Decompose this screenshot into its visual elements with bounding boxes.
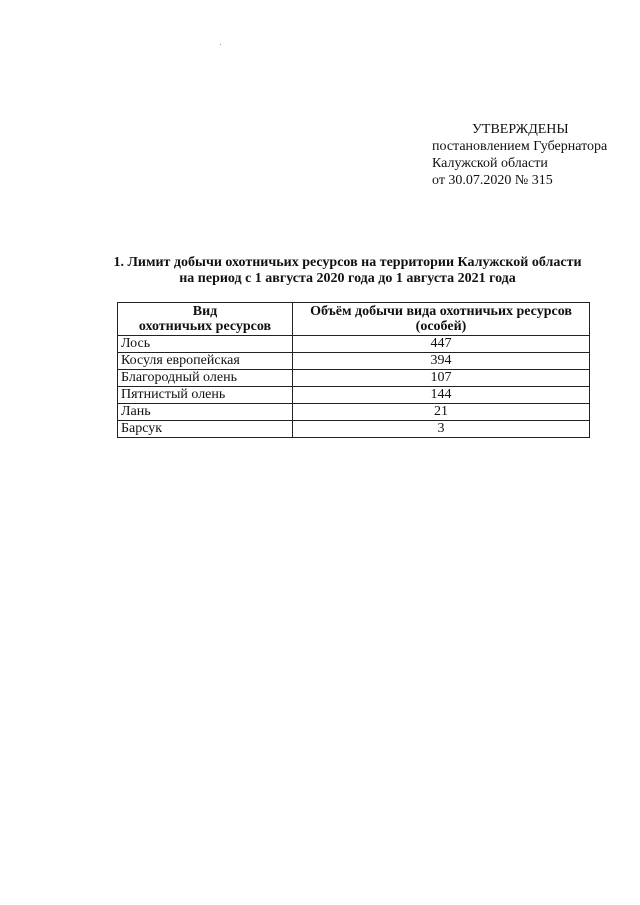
species-name: Пятнистый олень bbox=[118, 387, 293, 404]
approval-block bbox=[432, 121, 607, 189]
species-name: Лань bbox=[118, 404, 293, 421]
species-limit: 447 bbox=[293, 336, 590, 353]
header-species-line-2: охотничьих ресурсов bbox=[138, 319, 272, 334]
header-species-line-1: Вид bbox=[192, 304, 218, 319]
heading-line-1: 1. Лимит добычи охотничьих ресурсов на территории Калужской области bbox=[113, 255, 582, 270]
heading-line-2: на период с 1 августа 2020 года до 1 августа 2021 года bbox=[179, 271, 516, 286]
table-row bbox=[118, 421, 590, 438]
header-volume-line-1: Объём добычи вида охотничьих ресурсов bbox=[310, 304, 572, 319]
species-limit: 21 bbox=[293, 404, 590, 421]
scan-speck bbox=[220, 44, 221, 45]
header-volume bbox=[293, 303, 590, 336]
species-limit: 3 bbox=[293, 421, 590, 438]
species-limit: 144 bbox=[293, 387, 590, 404]
header-volume-line-2: (особей) bbox=[415, 319, 467, 334]
header-species bbox=[118, 303, 293, 336]
species-name: Косуля европейская bbox=[118, 353, 293, 370]
approval-line-2: Калужской области bbox=[432, 156, 548, 171]
table-row bbox=[118, 353, 590, 370]
species-limit: 394 bbox=[293, 353, 590, 370]
document-heading bbox=[105, 255, 590, 287]
table-row bbox=[118, 387, 590, 404]
table-row bbox=[118, 336, 590, 353]
table-header-row bbox=[118, 303, 590, 336]
limits-table bbox=[117, 302, 590, 438]
approval-line-3: от 30.07.2020 № 315 bbox=[432, 173, 553, 188]
table-row bbox=[118, 370, 590, 387]
species-name: Барсук bbox=[118, 421, 293, 438]
approval-line-1: постановлением Губернатора bbox=[432, 139, 608, 154]
table-row bbox=[118, 404, 590, 421]
species-name: Лось bbox=[118, 336, 293, 353]
approval-title: УТВЕРЖДЕНЫ bbox=[472, 122, 569, 137]
species-limit: 107 bbox=[293, 370, 590, 387]
species-name: Благородный олень bbox=[118, 370, 293, 387]
